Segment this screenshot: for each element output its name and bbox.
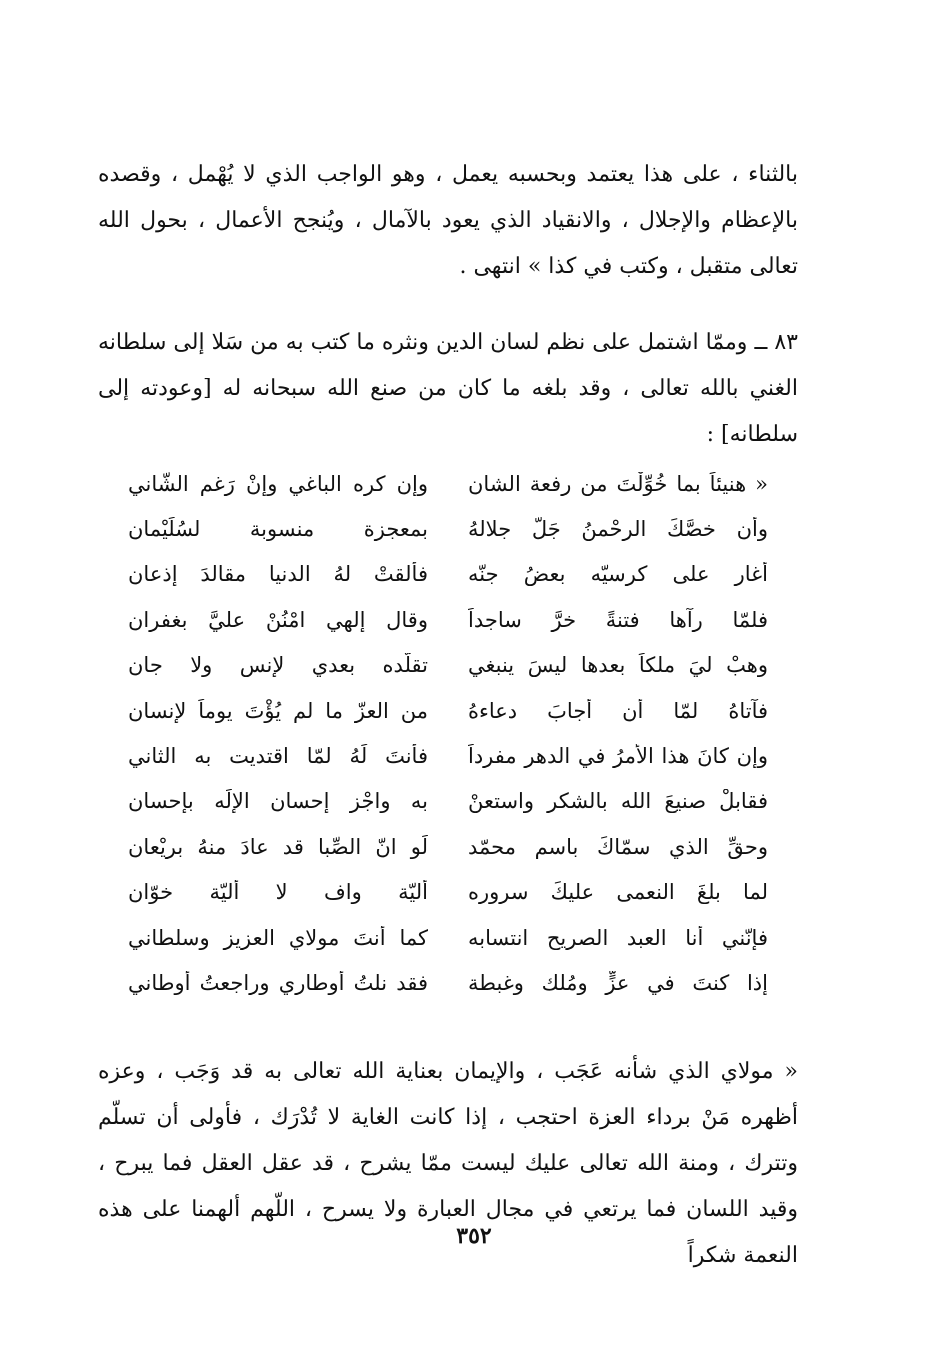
verse-second-hemistich: وإن كره الباغي وإنْ رَغم الشّاني <box>128 471 428 496</box>
verse-first-hemistich: لما بلغَ النعمى عليكَ سروره <box>468 880 768 905</box>
poem-verse <box>128 915 768 960</box>
verse-first-hemistich: وحقِّ الذي سمّاكَ باسم محمّد <box>468 834 768 859</box>
verse-first-hemistich: فلمّا رآها فتنةً خرَّ ساجداً <box>468 607 768 632</box>
poem-verse <box>128 506 768 551</box>
verse-first-hemistich: فآتاهُ لمّا أن أجابَ دعاءهُ <box>468 698 768 723</box>
verse-second-hemistich: كما أنتَ مولاي العزيز وسلطاني <box>128 925 428 950</box>
paragraph-continuation: بالثناء ، على هذا يعتمد وبحسبه يعمل ، وهو الواجب الذي لا يُهْمل ، وقصده بالإعظام والإجلال ، والانقياد الذي يعود بالآمال ، ويُنجح الأعمال ، بحول الله تعالى متقبل ، وكتب في كذا » انتهى . <box>98 162 798 279</box>
verse-second-hemistich: أليّة واف لا أليّة خوّان <box>128 880 428 905</box>
page-number: ٣٥٢ <box>456 1223 492 1249</box>
verse-second-hemistich: لَو انّ الصِّبا قد عادَ منهُ بريْعان <box>128 834 428 859</box>
verse-second-hemistich: به واجْزِ إحسان الإلَه بإحسان <box>128 789 428 814</box>
poem-verse <box>128 733 768 778</box>
poem-verse <box>128 688 768 733</box>
verse-second-hemistich: وقال إلهي امْنُنْ عليَّ بغفران <box>128 607 428 632</box>
poem-verse <box>128 779 768 824</box>
verse-first-hemistich: وإن كانَ هذا الأمرُ في الدهر مفرداً <box>468 744 768 769</box>
verse-first-hemistich: وأن خصَّكَ الرحْمنُ جَلَّ جلالهُ <box>468 517 768 542</box>
verse-first-hemistich: فإنّني أنا العبد الصريح انتسابه <box>468 925 768 950</box>
verse-second-hemistich: فأنتَ لَهُ لمّا اقتديت به الثاني <box>128 744 428 769</box>
paragraph-83: ٨٣ ــ وممّا اشتمل على نظم لسان الدين ونثره ما كتب به من سَلا إلى سلطانه الغني بالله تعالى ، وقد بلغه ما كان من صنع الله سبحانه له [وعودته إلى سلطانه] : <box>98 330 798 447</box>
verse-first-hemistich: إذا كنتَ في عزٍّ ومُلك وغبطة <box>468 970 768 995</box>
paragraph-prose-letter: « مولاي الذي شأنه عَجَب ، والإيمان بعناية الله تعالى به قد وَجَب ، وعزه أظهره مَنْ برداء العزة احتجب ، إذا كانت الغاية لا تُدْرَك ، فأولى أن تسلّم وتترك ، ومنة الله تعالى عليك ليست ممّا يشرح ، قد عقل العقل فما يبرح ، وقيد اللسان فما يرتعي في مجال العبارة ولا يسرح ، اللّهم ألهمنا على هذه النعمة شكراً <box>98 1059 798 1268</box>
verse-first-hemistich: أغار على كرسيّه بعضُ جنّه <box>468 562 768 587</box>
poem-verse <box>128 643 768 688</box>
poem-verse <box>128 960 768 1005</box>
verse-first-hemistich: « هنيئاً بما خُوِّلْتَ من رفعة الشان <box>468 471 768 496</box>
verse-first-hemistich: وهبْ ليَ ملكاً بعدها ليسَ ينبغي <box>468 653 768 678</box>
poem-verse <box>128 461 768 506</box>
verse-second-hemistich: فألقتْ لهُ الدنيا مقالدَ إذعان <box>128 562 428 587</box>
poem-verse <box>128 597 768 642</box>
poem <box>128 461 768 1006</box>
verse-second-hemistich: من العزّ ما لم يُؤْتَ يوماً لإنسان <box>128 698 428 723</box>
poem-verse <box>128 870 768 915</box>
poem-verse <box>128 552 768 597</box>
verse-second-hemistich: بمعجزة منسوبة لسُلَيْمان <box>128 517 428 542</box>
verse-first-hemistich: فقابلْ صنيعَ الله بالشكر واستعنْ <box>468 789 768 814</box>
verse-second-hemistich: تقلّده بعدي لإنس ولا جان <box>128 653 428 678</box>
verse-second-hemistich: فقد نلتُ أوطاري وراجعتُ أوطاني <box>128 970 428 995</box>
poem-verse <box>128 824 768 869</box>
